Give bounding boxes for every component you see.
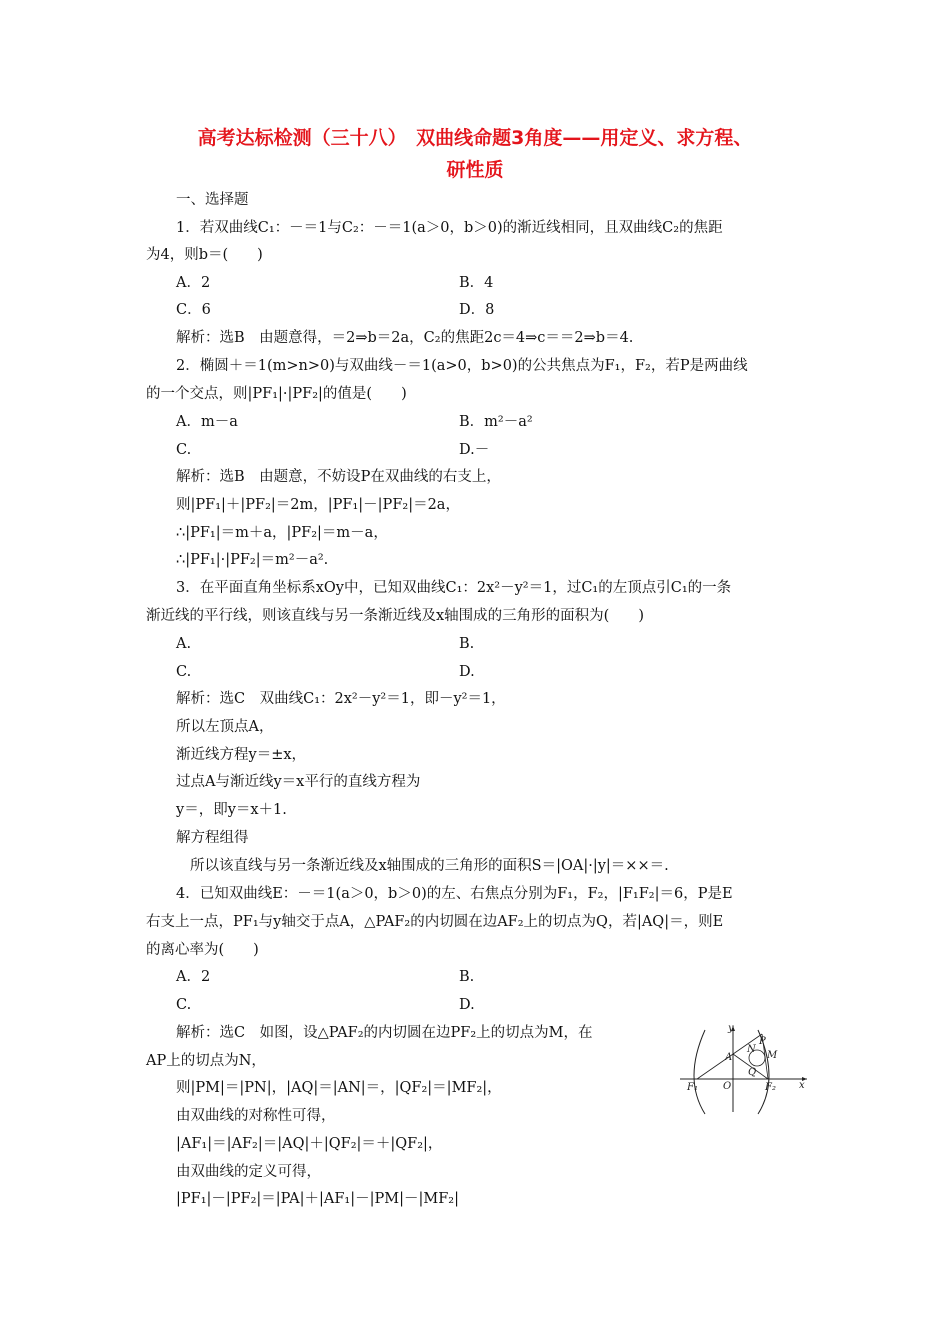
option-c: C. (176, 664, 192, 680)
solution-4-step: |PF₁|－|PF₂|＝|PA|＋|AF₁|－|PM|－|MF₂| (176, 1191, 459, 1207)
hyperbola-figure (675, 1022, 810, 1117)
solution-3-step: 解方程组得 (176, 830, 249, 846)
question-2: 2．椭圆＋＝1(m>n>0)与双曲线－＝1(a>0，b>0)的公共焦点为F₁，F₂，若P是两曲线 (176, 358, 748, 374)
solution-2-step: ∴|PF₁|＝m＋a，|PF₂|＝m－a， (176, 525, 388, 541)
document-title: 高考达标检测（三十八） 双曲线命题3角度——用定义、求方程、 (197, 127, 753, 149)
question-2-cont: 的一个交点，则|PF₁|·|PF₂|的值是( ) (146, 386, 407, 402)
document-title-continued: 研性质 (446, 159, 504, 181)
question-4-cont: 的离心率为( ) (146, 942, 259, 958)
option-c: C．6 (176, 302, 211, 318)
label-f2: F₂ (765, 1082, 776, 1093)
solution-4-step: 则|PM|＝|PN|，|AQ|＝|AN|＝，|QF₂|＝|MF₂|， (176, 1080, 502, 1096)
option-c: C. (176, 997, 192, 1013)
question-1: 1．若双曲线C₁：－＝1与C₂：－＝1(a＞0，b＞0)的渐近线相同，且双曲线C₂的焦距 (176, 220, 723, 236)
label-n: N (747, 1044, 756, 1055)
option-b: B．m²－a² (459, 414, 533, 430)
question-4-cont: 右支上一点，PF₁与y轴交于点A，△PAF₂的内切圆在边AF₂上的切点为Q，若|AQ|＝，则E (146, 914, 724, 930)
option-d: D.－ (459, 442, 490, 458)
question-1-cont: 为4，则b＝( ) (146, 247, 263, 263)
label-o: O (723, 1081, 732, 1092)
option-a: A．m－a (176, 414, 238, 430)
label-m: M (767, 1050, 778, 1061)
question-4: 4．已知双曲线E：－＝1(a＞0，b＞0)的左、右焦点分别为F₁，F₂，|F₁F₂|＝6，P是E (176, 886, 733, 902)
solution-2: 解析：选B 由题意，不妨设P在双曲线的右支上， (176, 469, 501, 485)
label-q: Q (748, 1067, 757, 1078)
solution-4-step: |AF₁|＝|AF₂|＝|AQ|＋|QF₂|＝＋|QF₂|， (176, 1136, 443, 1152)
solution-2-step: ∴|PF₁|·|PF₂|＝m²－a². (176, 552, 329, 568)
solution-3-step: y＝，即y＝x＋1. (176, 802, 287, 818)
solution-4-cont: AP上的切点为N， (146, 1053, 266, 1069)
solution-4-step: 由双曲线的对称性可得， (176, 1108, 336, 1124)
section-heading: 一、选择题 (176, 192, 249, 208)
solution-3-step: 所以该直线与另一条渐近线及x轴围成的三角形的面积S＝|OA|·|y|＝××＝. (190, 858, 669, 874)
solution-3-step: 过点A与渐近线y＝x平行的直线方程为 (176, 774, 421, 790)
hyperbola-left-branch (694, 1030, 705, 1114)
solution-3: 解析：选C 双曲线C₁：2x²－y²＝1，即－y²＝1， (176, 691, 506, 707)
solution-4-step: 由双曲线的定义可得， (176, 1164, 321, 1180)
label-f1: F₁ (687, 1082, 698, 1093)
option-d: D. (459, 664, 475, 680)
solution-2-step: 则|PF₁|＋|PF₂|＝2m，|PF₁|－|PF₂|＝2a， (176, 497, 460, 513)
option-a: A．2 (176, 969, 211, 985)
option-b: B. (459, 636, 475, 652)
question-3-cont: 渐近线的平行线，则该直线与另一条渐近线及x轴围成的三角形的面积为( ) (146, 608, 644, 624)
option-a: A. (176, 636, 192, 652)
option-b: B．4 (459, 275, 494, 291)
label-a: A (725, 1052, 733, 1063)
option-d: D. (459, 997, 475, 1013)
option-b: B. (459, 969, 475, 985)
option-d: D．8 (459, 302, 495, 318)
label-p: P (759, 1036, 766, 1047)
question-3: 3．在平面直角坐标系xOy中，已知双曲线C₁：2x²－y²＝1，过C₁的左顶点引C₁的一条 (176, 580, 732, 596)
label-x: x (799, 1080, 805, 1091)
option-a: A．2 (176, 275, 211, 291)
option-c: C. (176, 442, 192, 458)
solution-1: 解析：选B 由题意得，＝2⇒b＝2a，C₂的焦距2c＝4⇒c＝＝2⇒b＝4. (176, 330, 634, 346)
solution-3-step: 渐近线方程y＝±x， (176, 747, 307, 763)
solution-4: 解析：选C 如图，设△PAF₂的内切圆在边PF₂上的切点为M，在 (176, 1025, 593, 1041)
label-y: y (728, 1023, 734, 1034)
solution-3-step: 所以左顶点A， (176, 719, 274, 735)
